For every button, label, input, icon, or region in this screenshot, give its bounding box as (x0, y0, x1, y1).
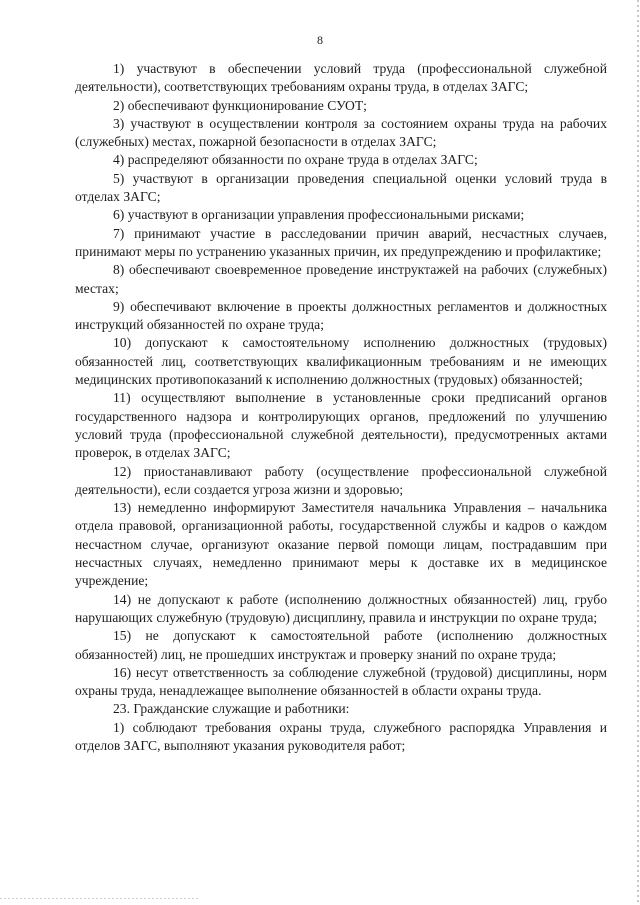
paragraph-13: 13) немедленно информируют Заместителя начальника Управления – начальника отдела правовой, организационной работы, государственной службы и кадров о каждом несчастном случае, организуют оказание первой помощи лицам, пострадавшим при несчастных случаях, немедленно принимают меры к доставке их в медицинское учреждение; (75, 500, 607, 589)
paragraph-16: 16) несут ответственность за соблюдение служебной (трудовой) дисциплины, норм охраны труда, ненадлежащее выполнение обязанностей в области охраны труда. (75, 664, 607, 699)
paragraph-5: 5) участвуют в организации проведения специальной оценки условий труда в отделах ЗАГС; (75, 170, 607, 205)
paragraph-6: 6) участвуют в организации управления профессиональными рисками; (113, 207, 525, 223)
paragraph-4: 4) распределяют обязанности по охране труда в отделах ЗАГС; (113, 152, 478, 168)
paragraph-8: 8) обеспечивают своевременное проведение инструктажей на рабочих (служебных) местах; (75, 262, 607, 296)
document-body (75, 60, 607, 755)
paragraph-2: 2) обеспечивают функционирование СУОТ; (113, 97, 367, 113)
paragraph-14: 14) не допускают к работе (исполнению должностных обязанностей) лиц, грубо нарушающих служебную (трудовую) дисциплину, правила и инструкции по охране труда; (75, 591, 607, 625)
paragraph-9: 9) обеспечивают включение в проекты должностных регламентов и должностных инструкций обязанностей по охране труда; (75, 298, 607, 333)
paragraph-11: 11) осуществляют выполнение в установленные сроки предписаний органов государственного надзора и контролирующих органов, предложений по улучшению условий труда (профессиональной служебной деятельности), предусмотренных актами проверок, в отделах ЗАГС; (75, 390, 607, 461)
section-23-item-1: 1) соблюдают требования охраны труда, служебного распорядка Управления и отделов ЗАГС, выполняют указания руководителя работ; (75, 719, 607, 753)
paragraph-10: 10) допускают к самостоятельному исполнению должностных (трудовых) обязанностей лиц, соответствующих квалификационным требованиям и не имеющих медицинских противопоказаний к исполнению должностных (трудовых) обязанностей; (75, 335, 607, 388)
paragraph-12: 12) приостанавливают работу (осуществление профессиональной служебной деятельности), если создается угроза жизни и здоровью; (75, 463, 607, 497)
paragraph-1: 1) участвуют в обеспечении условий труда (профессиональной служебной деятельности), соответствующих требованиям охраны труда, в отделах ЗАГС; (75, 61, 607, 95)
section-23-heading: 23. Гражданские служащие и работники: (113, 701, 350, 717)
page-number: 8 (317, 33, 323, 47)
paragraph-15: 15) не допускают к самостоятельной работе (исполнению должностных обязанностей) лиц, не прошедших инструктаж и проверку знаний по охране труда; (75, 628, 607, 662)
paragraph-7: 7) принимают участие в расследовании причин аварий, несчастных случаев, принимают меры по устранению указанных причин, их предупреждению и профилактике; (75, 225, 607, 259)
paragraph-3: 3) участвуют в осуществлении контроля за состоянием охраны труда на рабочих (служебных) местах, пожарной безопасности в отделах ЗАГС; (75, 115, 607, 150)
scan-edge-bottom (0, 898, 200, 899)
scan-edge-right (637, 0, 639, 905)
